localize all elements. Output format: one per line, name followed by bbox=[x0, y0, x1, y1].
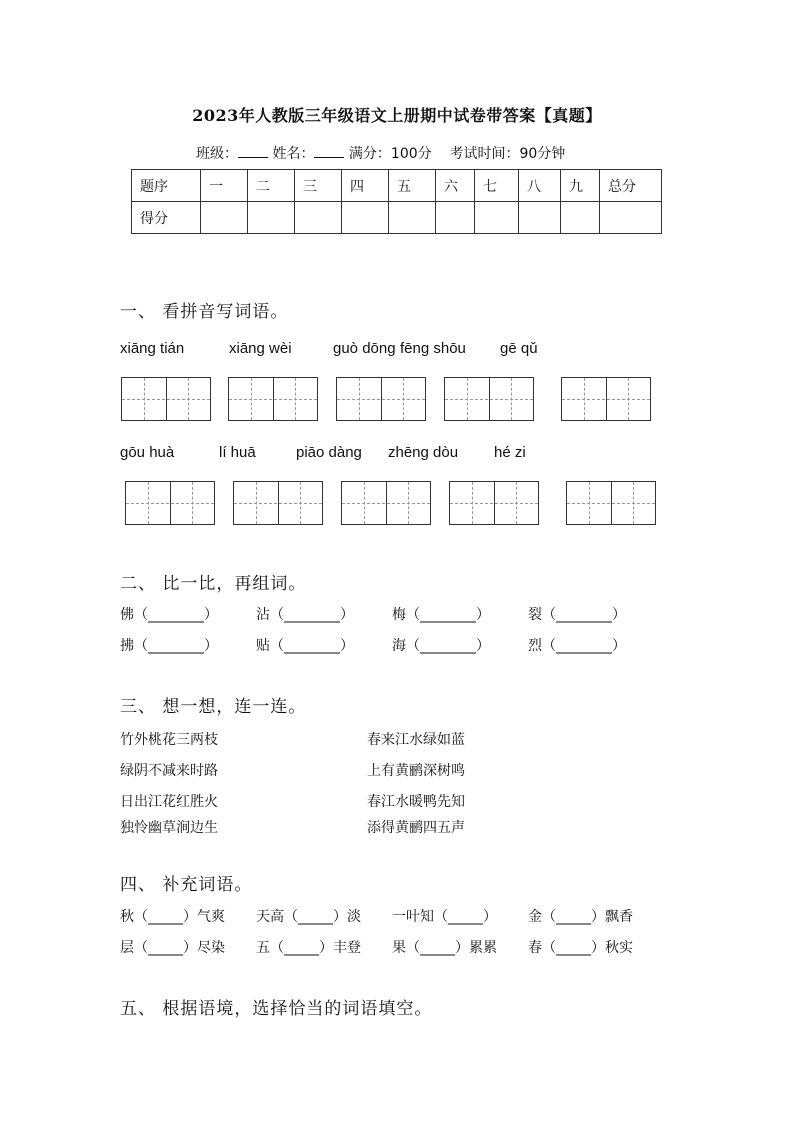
header-cell: 二 bbox=[248, 170, 295, 202]
score-table-header-row bbox=[132, 170, 662, 202]
compare-item[interactable]: 烈（________） bbox=[528, 638, 626, 654]
score-cell[interactable] bbox=[600, 202, 662, 234]
compare-item[interactable]: 裂（________） bbox=[528, 607, 626, 623]
pinyin: hé zi bbox=[494, 444, 526, 461]
pinyin: zhēng dòu bbox=[388, 444, 459, 461]
header-cell: 九 bbox=[561, 170, 600, 202]
header-cell: 四 bbox=[342, 170, 389, 202]
writing-grid[interactable] bbox=[336, 377, 426, 421]
idiom-item[interactable]: 五（_____）丰登 bbox=[256, 940, 361, 956]
pinyin: lí huā bbox=[219, 444, 256, 461]
section-5-title: 五、 根据语境，选择恰当的词语填空。 bbox=[120, 999, 433, 1019]
writing-grid[interactable] bbox=[121, 377, 211, 421]
poem-line-left[interactable]: 绿阴不减来时路 bbox=[120, 763, 218, 779]
header-cell: 三 bbox=[295, 170, 342, 202]
compare-item[interactable]: 沾（________） bbox=[256, 607, 354, 623]
header-cell: 六 bbox=[436, 170, 475, 202]
poem-line-left[interactable]: 独怜幽草涧边生 bbox=[120, 820, 218, 836]
score-cell[interactable] bbox=[201, 202, 248, 234]
idiom-item[interactable]: 春（_____）秋实 bbox=[528, 940, 633, 956]
header-cell: 一 bbox=[201, 170, 248, 202]
compare-item[interactable]: 佛（________） bbox=[120, 607, 218, 623]
score-table bbox=[131, 169, 662, 234]
idiom-item[interactable]: 层（_____）尽染 bbox=[120, 940, 225, 956]
score-cell[interactable] bbox=[475, 202, 519, 234]
writing-grid[interactable] bbox=[341, 481, 431, 525]
score-cell[interactable] bbox=[389, 202, 436, 234]
score-cell[interactable] bbox=[342, 202, 389, 234]
section-1-title: 一、 看拼音写词语。 bbox=[120, 302, 289, 322]
poem-line-left[interactable]: 竹外桃花三两枝 bbox=[120, 732, 218, 748]
score-cell[interactable] bbox=[295, 202, 342, 234]
score-cell[interactable] bbox=[436, 202, 475, 234]
score-cell[interactable] bbox=[248, 202, 295, 234]
idiom-item[interactable]: 果（_____）累累 bbox=[392, 940, 497, 956]
header-cell: 题序 bbox=[132, 170, 201, 202]
compare-item[interactable]: 海（________） bbox=[392, 638, 490, 654]
score-table-score-row bbox=[132, 202, 662, 234]
idiom-item[interactable]: 一叶知（_____） bbox=[392, 909, 497, 925]
idiom-item[interactable]: 金（_____）飘香 bbox=[528, 909, 633, 925]
poem-line-right[interactable]: 上有黄鹂深树鸣 bbox=[367, 763, 465, 779]
full-score: 满分：100分 bbox=[348, 146, 432, 162]
poem-line-right[interactable]: 春来江水绿如蓝 bbox=[367, 732, 465, 748]
poem-line-left[interactable]: 日出江花红胜火 bbox=[120, 794, 218, 810]
class-blank[interactable] bbox=[238, 144, 268, 158]
writing-grid[interactable] bbox=[449, 481, 539, 525]
score-cell[interactable] bbox=[519, 202, 561, 234]
writing-grid[interactable] bbox=[233, 481, 323, 525]
score-cell[interactable] bbox=[561, 202, 600, 234]
pinyin: xiāng tián bbox=[120, 340, 185, 357]
idiom-item[interactable]: 天高（_____）淡 bbox=[256, 909, 361, 925]
writing-grid[interactable] bbox=[125, 481, 215, 525]
exam-info bbox=[196, 143, 565, 163]
pinyin: gē qǔ bbox=[500, 340, 538, 357]
section-4-title: 四、 补充词语。 bbox=[120, 875, 253, 895]
header-cell: 总分 bbox=[600, 170, 662, 202]
class-label: 班级： bbox=[196, 146, 238, 162]
idiom-item[interactable]: 秋（_____）气爽 bbox=[120, 909, 225, 925]
compare-item[interactable]: 梅（________） bbox=[392, 607, 490, 623]
pinyin: fēng shōu bbox=[400, 340, 466, 357]
name-label: 姓名： bbox=[272, 146, 315, 162]
writing-grid[interactable] bbox=[444, 377, 534, 421]
header-cell: 五 bbox=[389, 170, 436, 202]
header-cell: 八 bbox=[519, 170, 561, 202]
compare-item[interactable]: 贴（________） bbox=[256, 638, 354, 654]
pinyin: piāo dàng bbox=[296, 444, 362, 461]
pinyin: guò dōng bbox=[333, 340, 396, 357]
writing-grid[interactable] bbox=[566, 481, 656, 525]
page-title: 2023年人教版三年级语文上册期中试卷带答案【真题】 bbox=[192, 106, 602, 125]
row-label: 得分 bbox=[132, 202, 201, 234]
section-2-title: 二、 比一比，再组词。 bbox=[120, 574, 307, 594]
pinyin: gōu huà bbox=[120, 444, 175, 461]
writing-grid[interactable] bbox=[561, 377, 651, 421]
compare-item[interactable]: 拂（________） bbox=[120, 638, 218, 654]
exam-time: 考试时间：90分钟 bbox=[449, 146, 566, 162]
name-blank[interactable] bbox=[314, 144, 344, 158]
poem-line-right[interactable]: 春江水暖鸭先知 bbox=[367, 794, 465, 810]
pinyin: xiāng wèi bbox=[229, 340, 292, 357]
section-3-title: 三、 想一想，连一连。 bbox=[120, 697, 307, 717]
poem-line-right[interactable]: 添得黄鹂四五声 bbox=[367, 820, 465, 836]
header-cell: 七 bbox=[475, 170, 519, 202]
writing-grid[interactable] bbox=[228, 377, 318, 421]
